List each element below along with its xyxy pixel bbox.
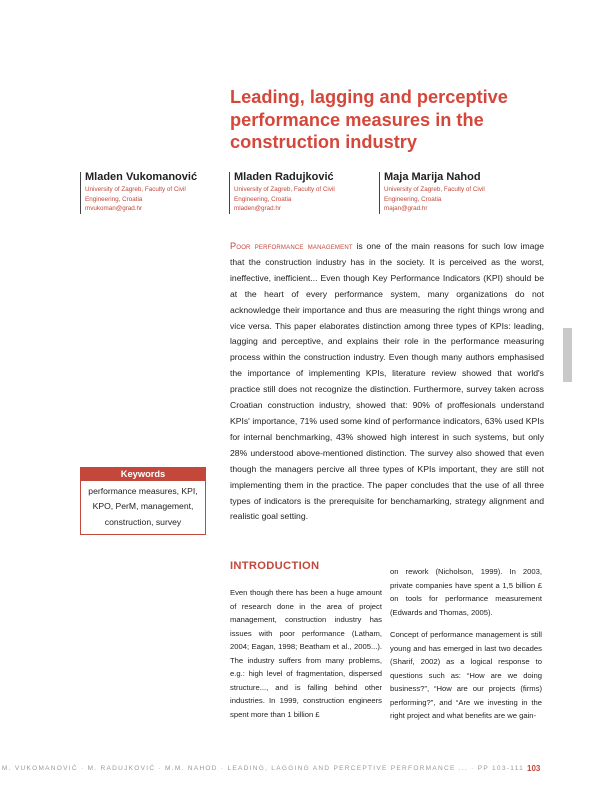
author-block-3 — [379, 172, 516, 214]
paragraph: on rework (Nicholson, 1999). In 2003, private companies have spent a 1,5 billion £ on tools for performance measurement (Edwards and Thomas, 2005). — [390, 567, 542, 617]
author-affiliation: University of Zagreb, Faculty of Civil Engineering, Croatia — [384, 186, 485, 203]
abstract — [230, 239, 544, 525]
intro-column-2 — [390, 565, 542, 732]
paragraph: Even though there has been a huge amount of research done in the area of project management, construction industry has issues with poor performance (Latham, 2004; Eagan, 1998; Beatham et al., 2005...). The industry suffers from many problems, e.g.: high level of fragmentation, dispersed structure..., and is falling behind other industries. In 1999, construction engineers spent more than 1 billion £ — [230, 588, 382, 719]
author-name: Mladen Vukomanović — [85, 171, 198, 183]
keywords-heading: Keywords — [81, 468, 205, 481]
page-number: 103 — [527, 764, 541, 773]
running-head: M. VUKOMANOVIĆ · M. RADUJKOVIĆ · M.M. NAHOD · LEADING, LAGGING AND PERCEPTIVE PERFORMANCE ... · PP 103-111 — [1, 765, 524, 772]
section-heading-introduction: INTRODUCTION — [230, 560, 320, 572]
side-tab-marker — [563, 328, 572, 382]
author-affiliation: University of Zagreb, Faculty of Civil Engineering, Croatia — [85, 186, 186, 203]
abstract-lead: Poor performance management — [230, 241, 353, 251]
keywords-box — [80, 467, 206, 535]
author-email[interactable]: mvukoman@grad.hr — [85, 205, 143, 212]
intro-column-1 — [230, 586, 382, 730]
abstract-text: is one of the main reasons for such low image that the construction industry has in the society. It is perceived as the worst, ineffective, inefficient... Even though Key Performance Indicators (KPI) should be at the heart of every performance system, many organizations do not acknowledge their importance and thus are measuring the right things wrong and vice versa. This paper elaborates distinction among three types of KPIs: leading, lagging and perceptive, and explains their role in the performance measuring process within the construction industry. Even though many authors emphasised the importance of implementing KPIs, literature review showed that world's practice still does not recognize the distinction. Furthermore, survey taken across Croatian construction industry, showed that: 90% of proffesionals understand KPIs' importance, 71% used some kind of performance indicators, 63% used KPIs for internal benchmarking, 43% showed high interest in such systems, but only 28% understood above-mentioned distinction. The survey also showed that even though the managers percive all three types of KPIs important, they are still not implementing them in the practice. The paper concludes that the use of all three types of indicators is the prerequisite for benchamarking, strategy alignment and realistic goal setting. — [230, 241, 544, 522]
author-block-1 — [80, 172, 215, 214]
author-name: Maja Marija Nahod — [384, 171, 481, 183]
author-name: Mladen Radujković — [234, 171, 334, 183]
keywords-text: performance measures, KPI, KPO, PerM, management, construction, survey — [88, 486, 198, 527]
author-email[interactable]: mladen@grad.hr — [234, 205, 281, 212]
author-affiliation: University of Zagreb, Faculty of Civil Engineering, Croatia — [234, 186, 335, 203]
paragraph: Concept of performance management is still young and has emerged in last two decades (Sharif, 2002) as a logical response to questions such as: “How are we doing business?”, “How are our projects (firms) performing?”, and “Are we investing in the right project and what benefits are we gain- — [390, 630, 542, 720]
paper-title: Leading, lagging and perceptive performance measures in the construction industry — [230, 87, 508, 152]
author-block-2 — [229, 172, 366, 214]
page-footer — [0, 765, 542, 779]
author-email[interactable]: majan@grad.hr — [384, 205, 428, 212]
